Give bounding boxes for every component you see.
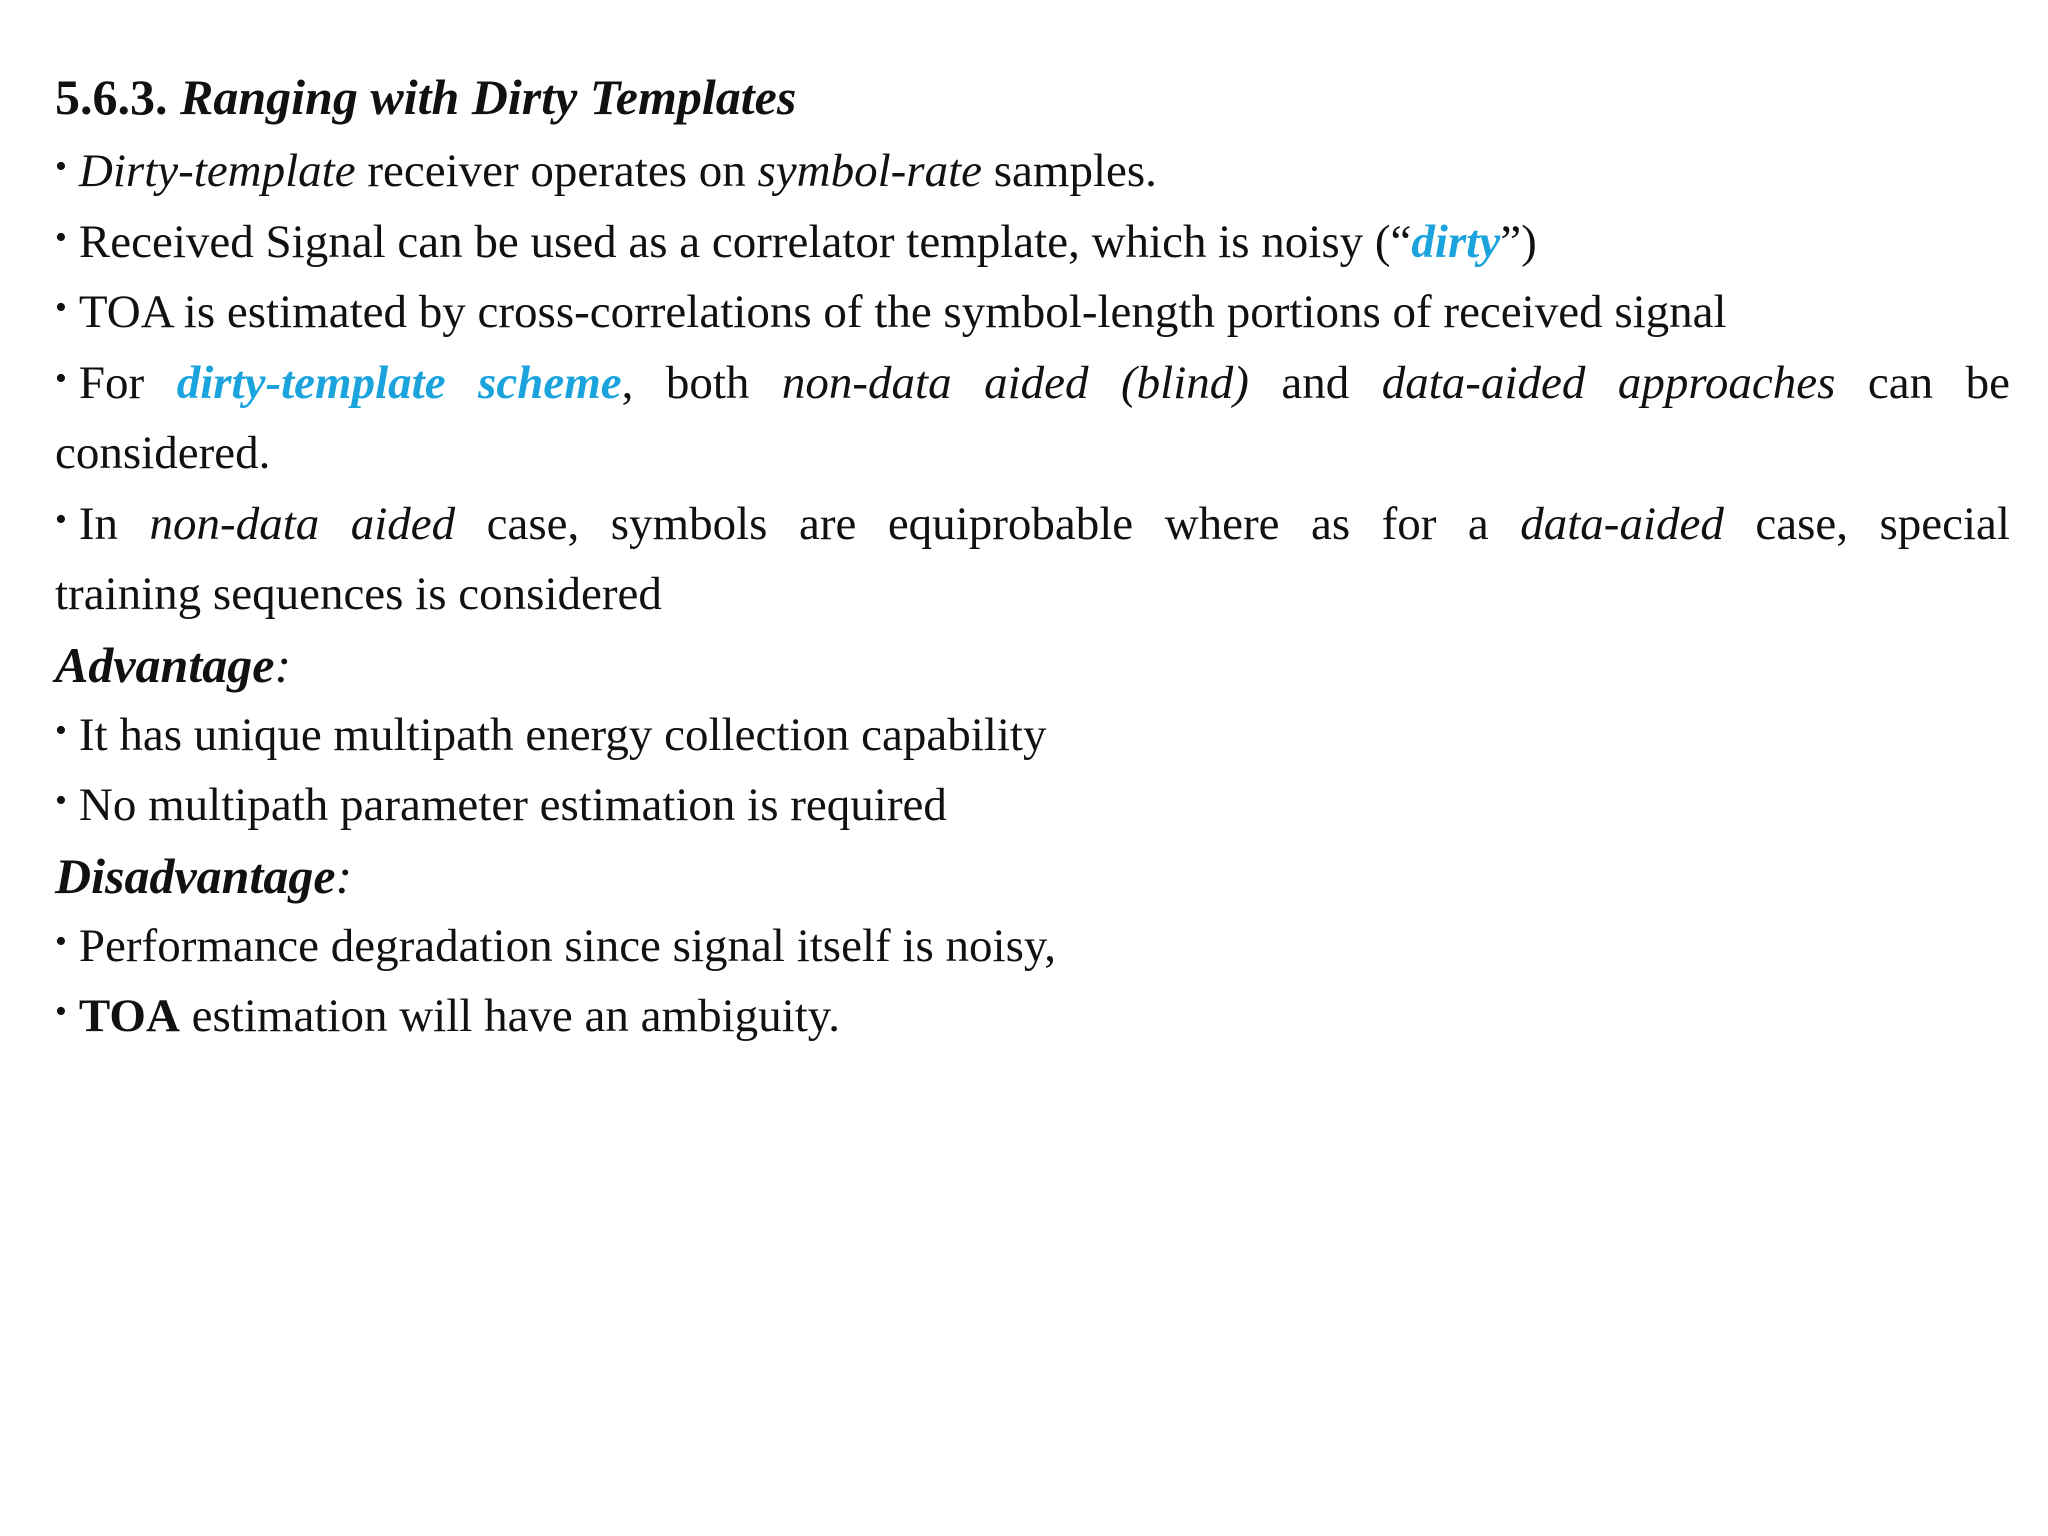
bullet-non-data-aided-case [55, 498, 2010, 550]
bullet-text: TOA is estimated by cross-correlations of the symbol-length portions of received signal [78, 286, 1727, 338]
highlight-dirty-template-scheme: dirty-template scheme [176, 357, 622, 409]
bullet-toa-estimation [55, 286, 1727, 338]
term-dirty-template: Dirty-template [78, 145, 356, 197]
bullet-marker: • [55, 219, 67, 256]
disadvantage-colon: : [335, 848, 353, 904]
bullet-marker: • [55, 148, 67, 185]
disadvantage-item [55, 990, 840, 1042]
bullet-text: For [78, 357, 177, 409]
bullet-text: Performance degradation since signal itself is noisy, [78, 920, 1057, 972]
term-non-data-aided: non-data aided [149, 498, 456, 550]
bullet-text: case, special [1723, 498, 2010, 550]
bullet-text: , both [621, 357, 782, 409]
section-heading [55, 68, 796, 126]
advantage-colon: : [274, 637, 292, 693]
bullet-text: case, symbols are equiprobable where as for a [455, 498, 1521, 550]
term-toa: TOA [78, 990, 180, 1042]
term-symbol-rate: symbol-rate [757, 145, 983, 197]
bullet-text: In [78, 498, 150, 550]
term-non-data-aided-blind: non-data aided (blind) [781, 357, 1249, 409]
document-page [55, 0, 2010, 1536]
bullet-dirty-template [55, 145, 1157, 197]
section-title: Ranging with Dirty Templates [180, 69, 797, 125]
bullet-text: ”) [1500, 216, 1537, 268]
bullet-marker: • [55, 712, 67, 749]
bullet-text: samples. [982, 145, 1157, 197]
bullet-marker: • [55, 993, 67, 1030]
advantage-item [55, 709, 1047, 761]
bullet-text: It has unique multipath energy collection capability [78, 709, 1047, 761]
bullet-marker: • [55, 501, 67, 538]
bullet-text: receiver operates on [355, 145, 758, 197]
disadvantage-label: Disadvantage [55, 848, 336, 904]
bullet-dirty-template-scheme [55, 357, 2010, 409]
bullet-continuation: training sequences is considered [55, 568, 662, 620]
bullet-text: No multipath parameter estimation is required [78, 779, 947, 831]
bullet-marker: • [55, 360, 67, 397]
term-data-aided-approaches: data-aided approaches [1381, 357, 1836, 409]
bullet-text: estimation will have an ambiguity. [179, 990, 840, 1042]
bullet-continuation: considered. [55, 427, 271, 479]
bullet-marker: • [55, 289, 67, 326]
bullet-text: Received Signal can be used as a correlator template, which is noisy (“ [78, 216, 1412, 268]
bullet-marker: • [55, 782, 67, 819]
bullet-text: and [1248, 357, 1382, 409]
bullet-text: can be [1835, 357, 2010, 409]
advantage-label: Advantage [55, 637, 275, 693]
disadvantage-heading [55, 848, 353, 904]
bullet-received-signal [55, 216, 1537, 268]
term-data-aided: data-aided [1520, 498, 1724, 550]
advantage-heading [55, 637, 292, 693]
highlight-dirty: dirty [1411, 216, 1501, 268]
disadvantage-item [55, 920, 1057, 972]
section-number: 5.6.3. [55, 69, 168, 125]
bullet-marker: • [55, 923, 67, 960]
advantage-item [55, 779, 947, 831]
